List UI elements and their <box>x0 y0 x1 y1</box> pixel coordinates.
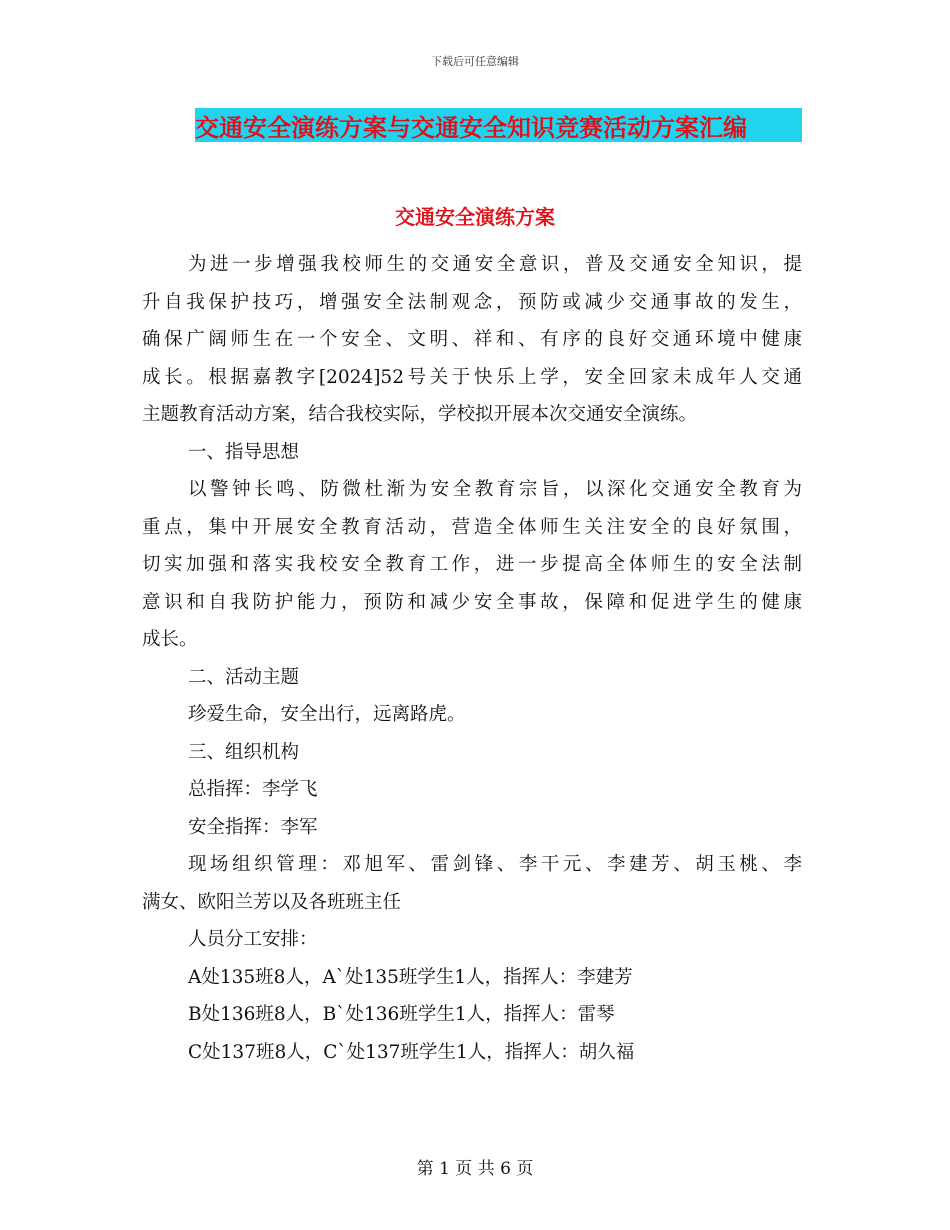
assignment-line: C处137班8人，C`处137班学生1人，指挥人：胡久福 <box>188 1041 635 1063</box>
heading-activity-theme: 二、活动主题 <box>188 666 300 688</box>
paragraph-line: 现场组织管理：邓旭军、雷剑锋、李干元、李建芳、胡玉桃、李 <box>188 854 802 875</box>
paragraph-line: 总指挥：李学飞 <box>188 779 318 800</box>
heading-guiding-ideology: 一、指导思想 <box>188 441 300 463</box>
paragraph-line: 重点，集中开展安全教育活动，营造全体师生关注安全的良好氛围， <box>142 516 802 538</box>
paragraph-line: 以警钟长鸣、防微杜渐为安全教育宗旨，以深化交通安全教育为 <box>188 479 802 500</box>
document-title-highlight <box>195 108 802 142</box>
paragraph-line: 意识和自我防护能力，预防和减少安全事故，保障和促进学生的健康 <box>142 591 802 613</box>
paragraph-line: 切实加强和落实我校安全教育工作，进一步提高全体师生的安全法制 <box>142 554 802 575</box>
document-title: 交通安全演练方案与交通安全知识竞赛活动方案汇编 <box>195 112 747 142</box>
paragraph-line: 人员分工安排： <box>188 929 318 950</box>
document-body <box>142 246 802 1071</box>
paragraph-line: 升自我保护技巧，增强安全法制观念，预防或减少交通事故的发生， <box>142 291 802 313</box>
heading-organization: 三、组织机构 <box>188 741 300 763</box>
section-title: 交通安全演练方案 <box>395 205 555 229</box>
page-footer: 第 1 页 共 6 页 <box>416 1159 534 1179</box>
paragraph-line: 成长。根据嘉教字[2024]52号关于快乐上学，安全回家未成年人交通 <box>142 366 802 388</box>
paragraph-line: 满女、欧阳兰芳以及各班班主任 <box>142 891 402 913</box>
paragraph-line: 珍爱生命，安全出行，远离路虎。 <box>188 704 466 725</box>
paragraph-line: 确保广阔师生在一个安全、文明、祥和、有序的良好交通环境中健康 <box>142 329 802 350</box>
paragraph-line: 成长。 <box>142 629 198 650</box>
header-note: 下载后可任意编辑 <box>431 55 519 68</box>
paragraph-line: 主题教育活动方案，结合我校实际，学校拟开展本次交通安全演练。 <box>142 404 698 425</box>
assignment-line: B处136班8人，B`处136班学生1人，指挥人：雷琴 <box>188 1004 615 1025</box>
paragraph-line: 为进一步增强我校师生的交通安全意识，普及交通安全知识，提 <box>188 254 802 275</box>
assignment-line: A处135班8人，A`处135班学生1人，指挥人：李建芳 <box>188 966 633 988</box>
paragraph-line: 安全指挥：李军 <box>188 816 318 838</box>
